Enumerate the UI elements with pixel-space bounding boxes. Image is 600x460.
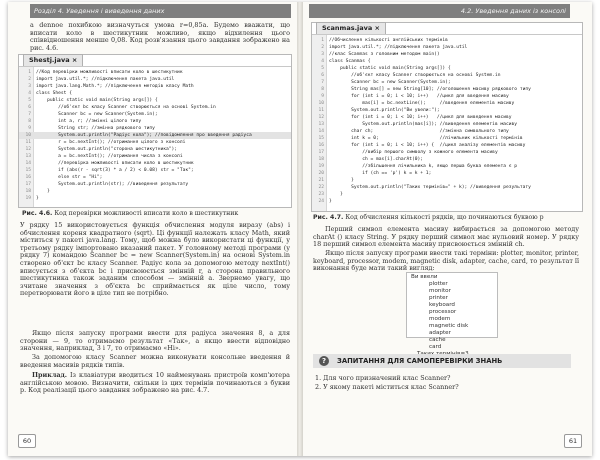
code-line: [312, 114, 582, 121]
console-output-line: Ви ввели: [411, 274, 438, 280]
left-run-paragraph: Якщо після запуску програми ввести для радіуса значення 8, а для сторони — 9, то отримаємо результат «Так», а якщо ввести відповідно значення, наприклад, 3 і 7, то отримаємо «Ні».: [20, 329, 290, 353]
code-text: if (ch == 'p') k = k + 1;: [329, 171, 432, 176]
line-number: 11: [318, 108, 324, 113]
code-text: System.out.println("Таких термінів=" + k); //виведення результату: [329, 185, 531, 190]
line-number: 21: [318, 178, 324, 183]
left-note-paragraph: За допомогою класу Scanner можна виконувати консольне введення й введення масивів рядків типів.: [20, 353, 290, 369]
code-text: Scanner bc = new Scanner(System.in);: [329, 80, 451, 85]
code-text: ch = mas[i].charAt(0);: [329, 157, 424, 162]
code-text: for (int i = 0; i < 10; i++) //цикл для введення масиву: [329, 94, 509, 99]
left-example-paragraph: [20, 372, 290, 395]
code-line: [19, 195, 291, 202]
code-line: [312, 128, 582, 135]
code-text: if (abs(r - sqrt(3) * a / 2) < 0.08) str = "Так";: [36, 168, 194, 173]
code-text: import java.util.*; //підключення пакета java.util: [36, 77, 175, 82]
code-line: [19, 181, 291, 188]
line-number: 15: [318, 136, 324, 141]
line-number: 11: [25, 140, 31, 145]
console-output-line: processor: [429, 309, 457, 315]
line-number: 5: [321, 66, 324, 71]
code-line: [19, 132, 291, 139]
left-code-lines: [19, 67, 291, 202]
console-output-line: keyboard: [429, 302, 455, 308]
line-number: 7: [321, 80, 324, 85]
right-code-window: [311, 22, 583, 212]
code-line: [312, 79, 582, 86]
question-item: 1. Для чого призначений клас Scanner?: [315, 374, 451, 382]
code-line: [19, 83, 291, 90]
self-check-title: ЗАПИТАННЯ ДЛЯ САМОПЕРЕВІРКИ ЗНАНЬ: [337, 357, 503, 365]
left-caption-text: Код перевірки можливості вписати коло в шестикутник: [54, 210, 239, 217]
code-text: //збільшення лічильника k, якщо перша буква елемента є p: [329, 164, 518, 169]
left-example-text: Із клавіатури вводиться 10 найменувань пристроїв комп'ютера англійською мовою. Визначити, скільки із цих термінів починаються з букви p. Код реалізації цього завдання зображено на рис. 4.7.: [20, 371, 290, 395]
book-spine: [297, 2, 303, 456]
line-number: 9: [28, 126, 31, 131]
console-output-lines: [407, 273, 497, 350]
code-line: [312, 142, 582, 149]
line-number: 12: [25, 147, 31, 152]
code-text: //об'єкт класу Scanner створюється на основі System.in: [329, 73, 501, 78]
code-line: [19, 118, 291, 125]
code-line: [312, 177, 582, 184]
right-editor-tab[interactable]: Scanmas.java ×: [316, 22, 386, 34]
left-page-number: 60: [18, 434, 36, 448]
code-line: [312, 72, 582, 79]
code-line: [312, 100, 582, 107]
line-number: 16: [318, 143, 324, 148]
line-number: 5: [28, 98, 31, 103]
right-chapter-header: 4.2. Уведення даних із консолі: [309, 4, 570, 18]
right-caption-label: Рис. 4.7.: [313, 214, 344, 221]
code-line: [19, 188, 291, 195]
console-output-line: plotter: [429, 281, 448, 287]
code-line: [312, 44, 582, 51]
line-number: 10: [318, 101, 324, 106]
line-number: 23: [318, 192, 324, 197]
code-line: [312, 149, 582, 156]
code-line: [312, 121, 582, 128]
code-text: System.out.println(str); //виведення результату: [36, 182, 189, 187]
code-line: [312, 184, 582, 191]
code-text: }: [36, 196, 39, 201]
code-text: else str = "Ні";: [36, 175, 103, 180]
right-caption-text: Код обчислення кількості рядків, що починаються буквою p: [345, 214, 544, 221]
console-output-line: card: [429, 344, 442, 350]
left-page: [8, 2, 299, 456]
line-number: 8: [321, 87, 324, 92]
code-line: [19, 174, 291, 181]
code-line: [312, 51, 582, 58]
code-text: char ch; //змінна символьного типу: [329, 129, 509, 134]
code-line: [312, 191, 582, 198]
code-text: //Обчислення кількості англійських термінів: [329, 38, 448, 43]
code-line: [312, 65, 582, 72]
code-text: for (int i = 0; i < 10; i++) //цикл для виведення масиву: [329, 115, 512, 120]
code-text: //клас Scanmas з головним методом main(): [329, 52, 440, 57]
code-text: int k = 0; //лічильник кількості термінів: [329, 136, 523, 141]
line-number: 1: [321, 38, 324, 43]
code-text: }: [329, 192, 343, 197]
code-line: [312, 107, 582, 114]
line-number: 13: [318, 122, 324, 127]
line-number: 14: [25, 161, 31, 166]
line-number: 20: [318, 171, 324, 176]
line-number: 4: [321, 59, 324, 64]
left-explanation-paragraph: У рядку 15 використовується функція обчислення модуля виразу (abs) і обчислення кореня квадратного (sqrt). Ці функції належать класу Math, який міститься у пакеті java.lang. Тому, щоб можна було використати ці функції, у третьому рядку імпортовано вказаний пакет. У головному методі програми (у рядку 7) командою Scanner bc = new Scanner(System.in) на основі System.in створено об'єкт bc класу Scanner. Радіус кола за допомогою методу nextInt() вписується з об'єкта bc і присвоюється змінній r, а сторона правильного шестикутника також заданим способом — змінній a. Звернемо увагу, що зчитане значення з об'єкта bc сприймається як ціле число, тому перетворювати його в ціле тип не потрібно.: [20, 221, 290, 298]
line-number: 8: [28, 119, 31, 124]
code-line: [19, 153, 291, 160]
code-line: [312, 156, 582, 163]
line-number: 6: [28, 105, 31, 110]
line-number: 1: [28, 70, 31, 75]
code-line: [312, 163, 582, 170]
code-text: class Scanmas {: [329, 59, 371, 64]
console-output-line: adapter: [429, 330, 451, 336]
line-number: 3: [321, 52, 324, 57]
code-line: [312, 58, 582, 65]
line-number: 18: [25, 189, 31, 194]
line-number: 2: [28, 77, 31, 82]
code-text: System.out.println("Ви увели:");: [329, 108, 440, 113]
console-output-line: modem: [429, 316, 451, 322]
code-text: System.out.println(mas[i]); //виведення елементів масиву: [329, 122, 518, 127]
code-text: String str; //змінна рядкового типу: [36, 126, 155, 131]
code-text: import java.lang.Math.*; //підключення методів класу Math: [36, 84, 194, 89]
code-text: //Код перевірки можливості вписати коло в шестикутник: [36, 70, 183, 75]
line-number: 7: [28, 112, 31, 117]
code-line: [19, 104, 291, 111]
line-number: 22: [318, 185, 324, 190]
code-text: public static void main(String args[]) {: [36, 98, 158, 103]
line-number: 6: [321, 73, 324, 78]
code-line: [312, 37, 582, 44]
console-output-line: cache: [429, 337, 446, 343]
code-text: mas[i] = bc.nextLine(); //введення елементів масиву: [329, 101, 515, 106]
right-figure-caption: [313, 214, 544, 221]
right-code-lines: [312, 35, 582, 205]
line-number: 24: [318, 199, 324, 204]
open-book: [8, 2, 592, 456]
code-text: System.out.println("сторона шестикутника");: [36, 147, 178, 152]
line-number: 4: [28, 91, 31, 96]
code-line: [19, 69, 291, 76]
console-output-box: [406, 272, 498, 350]
code-text: //вибір першого символу з кожного елемента масиву: [329, 150, 498, 155]
code-text: class Shest {: [36, 91, 72, 96]
line-number: 16: [25, 175, 31, 180]
right-run-paragraph: Якщо після запуску програми ввести такі терміни: plotter, monitor, printer, keyboard, processor, modem, magnetic disk, adapter, cache, card, то результат її виконання буде мати такий вигляд:: [313, 249, 579, 273]
code-text: int a, r; //змінні цілого типу: [36, 119, 142, 124]
code-text: }: [329, 178, 354, 183]
code-text: //об'єкт bc класу Scanner створюється на основі System.in: [36, 105, 216, 110]
code-text: }: [36, 189, 50, 194]
line-number: 2: [321, 45, 324, 50]
left-code-window: [18, 54, 292, 208]
right-page-number: 61: [564, 434, 582, 448]
question-mark-icon: ?: [319, 356, 329, 366]
code-text: import java.util.*; //підключення пакета java.util: [329, 45, 468, 50]
code-text: String mas[] = new String[10]; //оголошення масиву рядкового типу: [329, 87, 531, 92]
line-number: 3: [28, 84, 31, 89]
code-line: [19, 146, 291, 153]
code-line: [312, 170, 582, 177]
code-line: [19, 111, 291, 118]
line-number: 14: [318, 129, 324, 134]
line-number: 15: [25, 168, 31, 173]
code-text: System.out.println("Радіус кола"); //повідомлення про введення радіуса: [36, 133, 252, 138]
left-figure-caption: [22, 210, 238, 217]
console-output-line: printer: [429, 295, 448, 301]
left-code-area: [19, 66, 291, 207]
code-text: //перевірка можливості вписати коло в шестикутник: [36, 161, 194, 166]
code-line: [19, 125, 291, 132]
code-line: [312, 135, 582, 142]
line-number: 13: [25, 154, 31, 159]
line-number: 19: [318, 164, 324, 169]
code-text: r = bc.nextInt(); //отримання цілого з консолі: [36, 140, 186, 145]
code-line: [19, 167, 291, 174]
code-text: for (int i = 0; i < 10; i++) { //цикл аналізу елементів масиву: [329, 143, 526, 148]
left-caption-label: Рис. 4.6.: [22, 210, 53, 217]
code-text: public static void main(String args[]) {: [329, 66, 451, 71]
code-line: [312, 86, 582, 93]
question-item: 2. У якому пакеті міститься клас Scanner?: [315, 383, 459, 391]
console-output-line: monitor: [429, 288, 451, 294]
left-editor-tab[interactable]: Shestj.java ×: [23, 54, 83, 66]
left-chapter-header: Розділ 4. Уведення і виведення даних: [30, 4, 291, 18]
code-line: [19, 160, 291, 167]
code-text: Scanner bc = new Scanner(System.in);: [36, 112, 158, 117]
left-intro-paragraph: а dennoe похибкою визначуться умова r=0,85a. Будемо вважати, що вписати коло в шестикутник можливо, якщо відхилення цього співвідношення менше 0,08. Код розв'язання цього завдання зображено на рис. 4.6.: [30, 21, 290, 52]
code-line: [19, 139, 291, 146]
left-example-label: Приклад.: [32, 371, 67, 379]
right-code-area: [312, 34, 582, 211]
code-line: [312, 198, 582, 205]
line-number: 10: [25, 133, 31, 138]
line-number: 18: [318, 157, 324, 162]
code-text: a = bc.nextInt(); //отримання числа з консолі: [36, 154, 183, 159]
line-number: 9: [321, 94, 324, 99]
code-line: [19, 76, 291, 83]
line-number: 17: [25, 182, 31, 187]
line-number: 17: [318, 150, 324, 155]
right-charat-paragraph: Перший символ елемента масиву вибирається за допомогою методу charAt () класу String. У рядку перший символ має нульовий номер. У рядку 18 перший символ елемента масиву присвоюється змінній ch.: [313, 225, 579, 249]
console-output-line: magnetic disk: [429, 323, 469, 329]
code-text: }: [329, 199, 332, 204]
code-line: [19, 90, 291, 97]
code-line: [312, 93, 582, 100]
code-line: [19, 97, 291, 104]
right-page: [301, 2, 592, 456]
self-check-header: [313, 354, 571, 368]
line-number: 12: [318, 115, 324, 120]
line-number: 19: [25, 196, 31, 201]
